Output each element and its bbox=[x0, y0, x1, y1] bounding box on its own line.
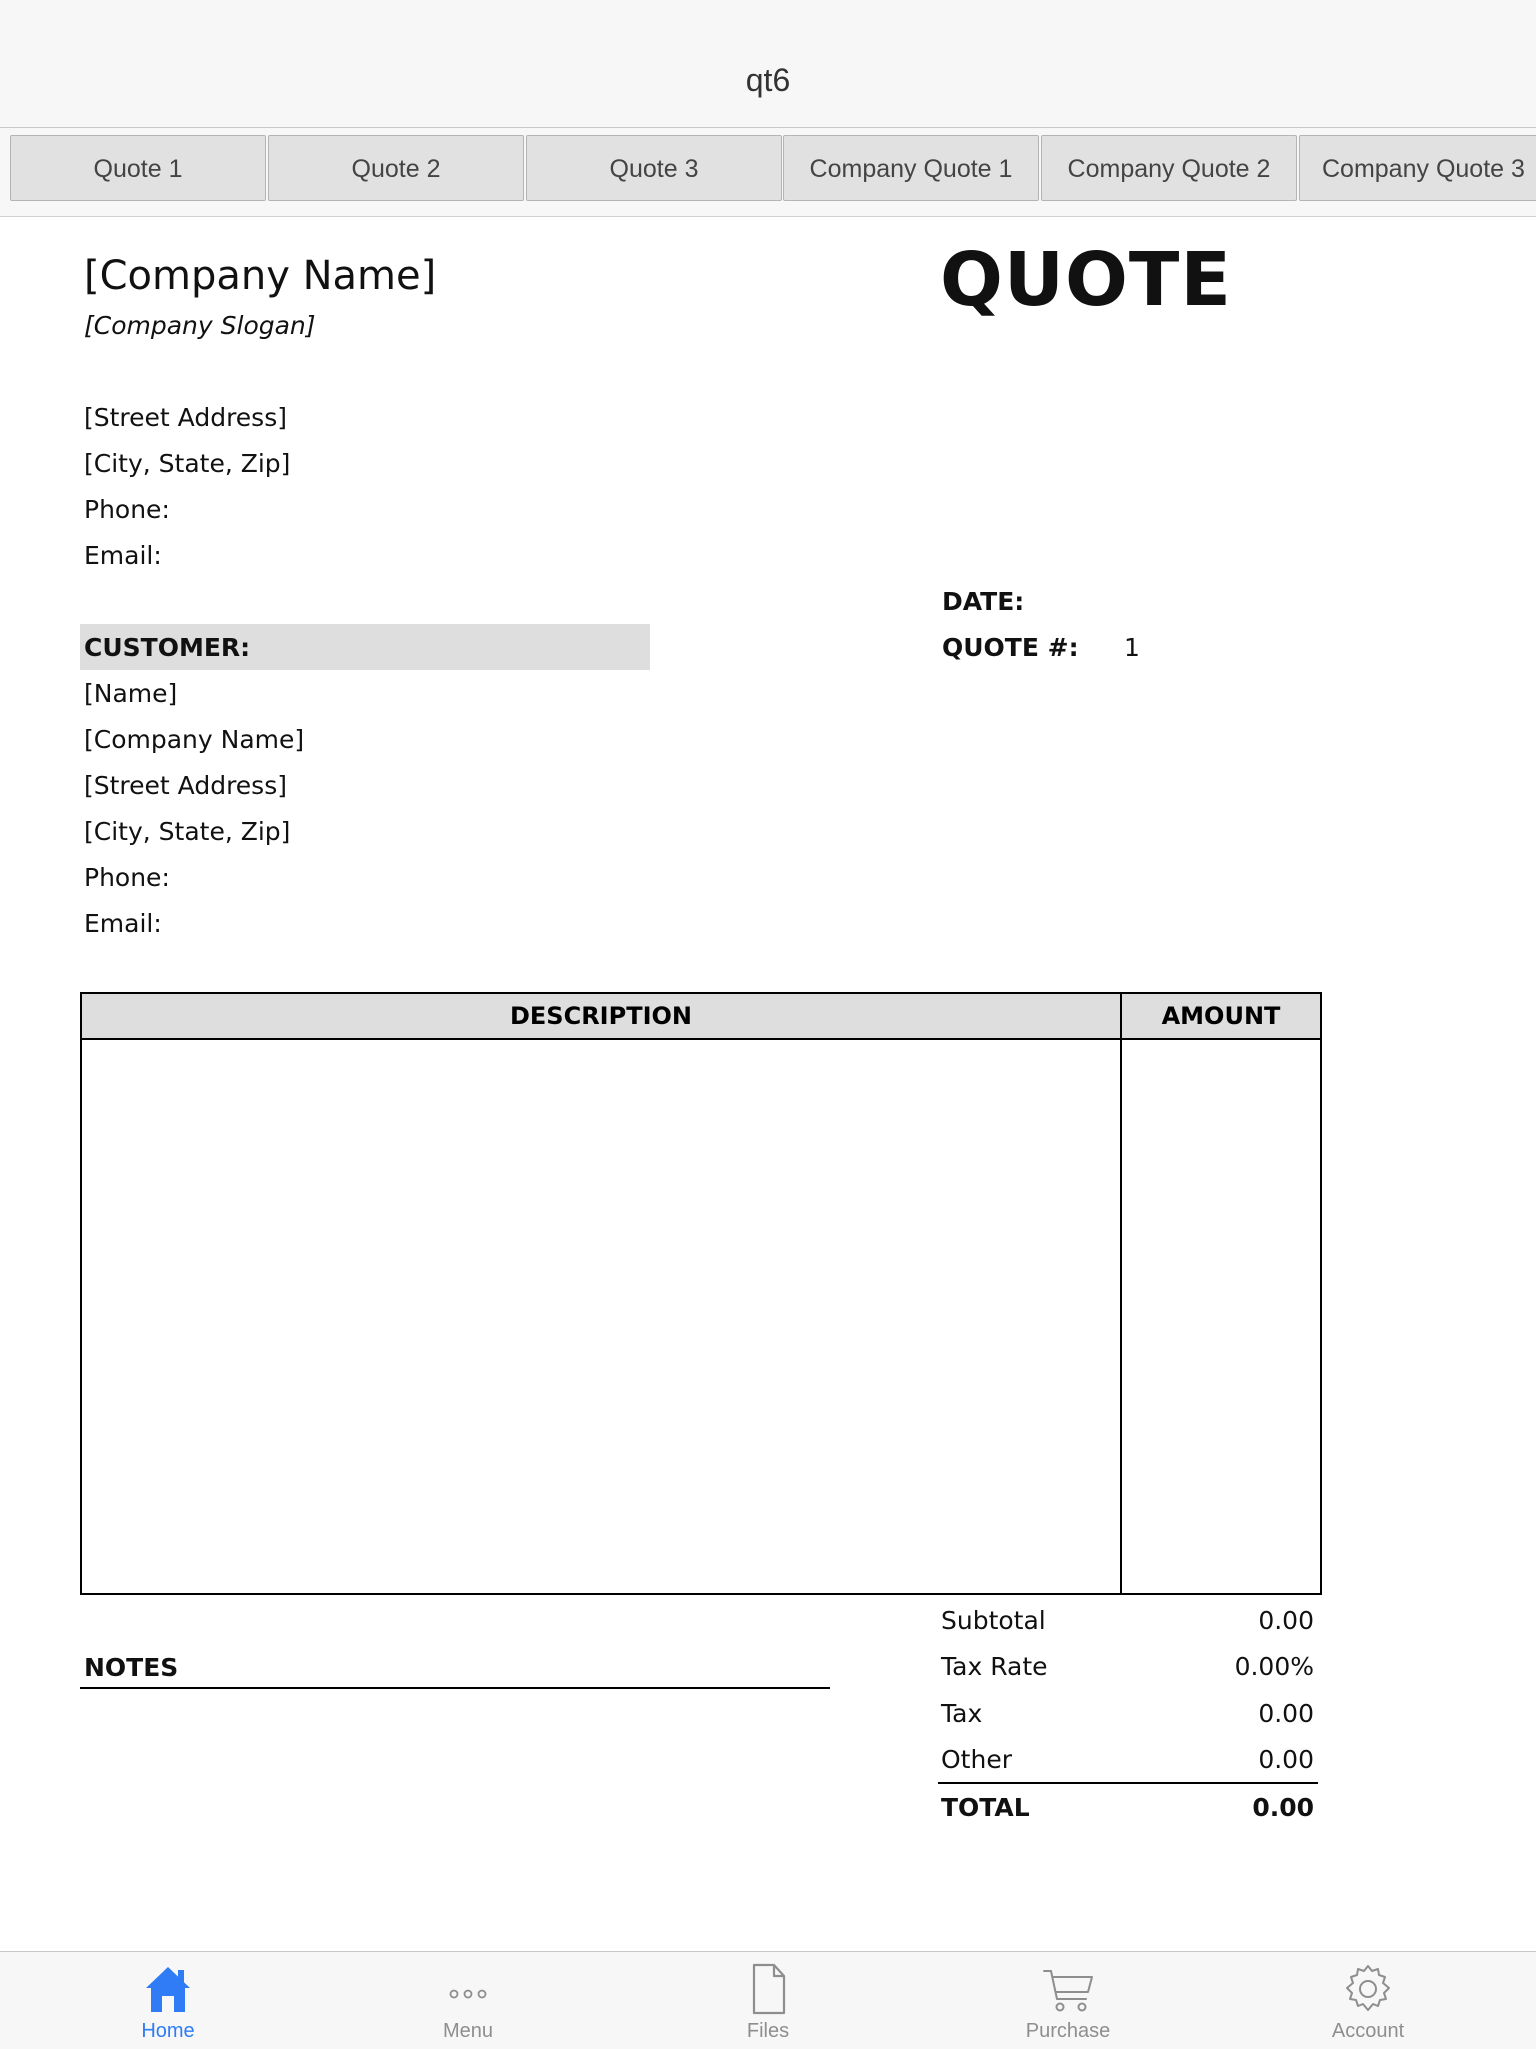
company-phone-label: Phone: bbox=[84, 495, 170, 524]
tabbar-account-label: Account bbox=[1331, 2020, 1405, 2042]
tax-value: 0.00 bbox=[1258, 1699, 1314, 1728]
tax-rate-value[interactable]: 0.00% bbox=[1234, 1652, 1314, 1681]
tabbar-files[interactable] bbox=[668, 1952, 868, 2049]
tabbar-purchase-label: Purchase bbox=[1025, 2020, 1111, 2042]
line-items-table bbox=[80, 992, 1322, 1595]
tab-quote-3[interactable]: Quote 3 bbox=[526, 135, 782, 201]
document-title: qt6 bbox=[745, 62, 791, 98]
total-label: TOTAL bbox=[941, 1793, 1030, 1822]
tab-quote-1[interactable]: Quote 1 bbox=[10, 135, 266, 201]
tax-rate-label: Tax Rate bbox=[941, 1652, 1048, 1681]
tab-company-quote-3[interactable]: Company Quote 3 bbox=[1299, 135, 1536, 201]
other-label: Other bbox=[941, 1745, 1012, 1774]
quote-heading: QUOTE bbox=[940, 237, 1232, 323]
gear-icon bbox=[1340, 1962, 1396, 2016]
sheet-tabs bbox=[0, 128, 1536, 217]
date-label: DATE: bbox=[942, 587, 1025, 616]
quote-document bbox=[0, 217, 1536, 1950]
company-slogan[interactable]: [Company Slogan] bbox=[84, 311, 316, 340]
navigation-bar bbox=[0, 0, 1536, 128]
home-icon bbox=[140, 1962, 196, 2016]
tab-company-quote-1[interactable]: Company Quote 1 bbox=[783, 135, 1039, 201]
other-value[interactable]: 0.00 bbox=[1258, 1745, 1314, 1774]
tabbar-home-label: Home bbox=[141, 2020, 195, 2042]
tabbar-account[interactable] bbox=[1268, 1952, 1468, 2049]
company-name[interactable]: [Company Name] bbox=[84, 253, 437, 299]
notes-underline bbox=[80, 1687, 830, 1689]
tabbar-menu[interactable] bbox=[368, 1952, 568, 2049]
customer-company[interactable]: [Company Name] bbox=[84, 725, 305, 754]
amount-cell[interactable] bbox=[1121, 1039, 1321, 1594]
total-value: 0.00 bbox=[1252, 1793, 1314, 1822]
customer-city[interactable]: [City, State, Zip] bbox=[84, 817, 291, 846]
quote-number-label: QUOTE #: bbox=[942, 633, 1079, 662]
tab-quote-2[interactable]: Quote 2 bbox=[268, 135, 524, 201]
tabbar-purchase[interactable] bbox=[968, 1952, 1168, 2049]
subtotal-label: Subtotal bbox=[941, 1606, 1046, 1635]
customer-name[interactable]: [Name] bbox=[84, 679, 178, 708]
tab-company-quote-2[interactable]: Company Quote 2 bbox=[1041, 135, 1297, 201]
company-street[interactable]: [Street Address] bbox=[84, 403, 287, 432]
subtotal-value: 0.00 bbox=[1258, 1606, 1314, 1635]
customer-email-label: Email: bbox=[84, 909, 162, 938]
bottom-tab-bar bbox=[0, 1951, 1536, 2049]
company-city[interactable]: [City, State, Zip] bbox=[84, 449, 291, 478]
customer-phone-label: Phone: bbox=[84, 863, 170, 892]
notes-label: NOTES bbox=[84, 1653, 179, 1682]
tabbar-home[interactable] bbox=[68, 1952, 268, 2049]
tabbar-menu-label: Menu bbox=[442, 2020, 494, 2042]
description-column-header: DESCRIPTION bbox=[81, 993, 1121, 1039]
company-email-label: Email: bbox=[84, 541, 162, 570]
customer-street[interactable]: [Street Address] bbox=[84, 771, 287, 800]
tabbar-files-label: Files bbox=[746, 2020, 790, 2042]
quote-number-value[interactable]: 1 bbox=[1124, 633, 1140, 662]
file-icon bbox=[740, 1962, 796, 2016]
amount-column-header: AMOUNT bbox=[1121, 993, 1321, 1039]
customer-heading: CUSTOMER: bbox=[84, 633, 251, 662]
more-icon bbox=[440, 1962, 496, 2016]
total-separator bbox=[938, 1782, 1318, 1784]
description-cell[interactable] bbox=[81, 1039, 1121, 1594]
cart-icon bbox=[1040, 1962, 1096, 2016]
tax-label: Tax bbox=[941, 1699, 983, 1728]
